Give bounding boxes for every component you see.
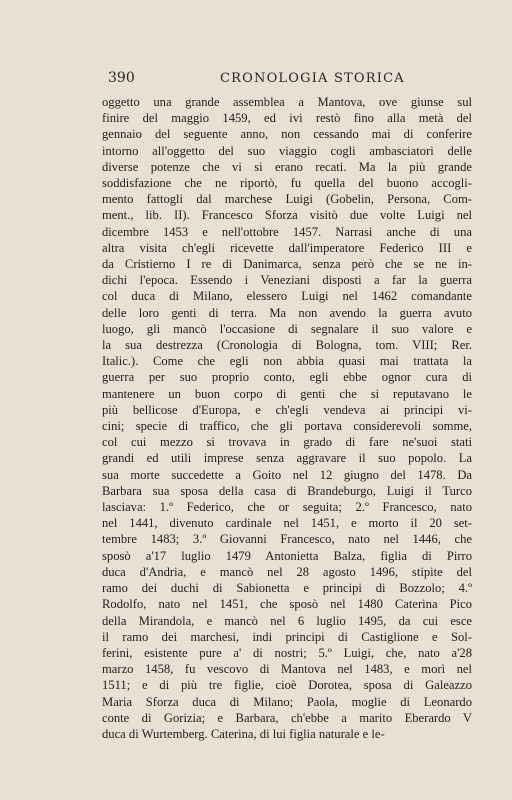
text-line: cini; specie di traffico, che gli portava considerevoli somme, bbox=[102, 419, 472, 434]
text-line: duca di Wurtemberg. Caterina, di lui figlia naturale e le- bbox=[102, 726, 385, 741]
text-line: tembre 1483; 3.º Giovanni Francesco, nato nel 1446, che bbox=[102, 532, 472, 547]
text-line: Maria Sforza duca di Milano; Paola, moglie di Leonardo bbox=[102, 694, 472, 709]
text-line: finire del maggio 1459, ed ivi restò fino alla metà del bbox=[102, 111, 472, 126]
page-number: 390 bbox=[108, 70, 135, 86]
text-line: marzo 1458, fu vescovo di Mantova nel 1483, e morì nel bbox=[102, 662, 472, 677]
text-line: conte di Gorizia; e Barbara, ch'ebbe a marito Eberardo V bbox=[102, 710, 472, 725]
text-line: dichi l'epoca. Essendo i Veneziani disposti a far la guerra bbox=[102, 273, 472, 288]
text-line: ferini, esistente pure a' di nostri; 5.º Luigi, che, nato a'28 bbox=[102, 645, 472, 660]
text-line: più bellicose d'Europa, e ch'egli vendeva ai principi vi- bbox=[102, 402, 472, 417]
text-line: grandi ed utili imprese senza aggravare il suo popolo. La bbox=[102, 451, 472, 466]
text-line: luogo, gli mancò l'occasione di segnalare il suo valore e bbox=[102, 321, 472, 336]
text-line: soddisfazione che ne riportò, fu quella del buono accogli- bbox=[102, 176, 472, 191]
body-text bbox=[102, 94, 472, 742]
running-title: CRONOLOGIA STORICA bbox=[220, 71, 405, 86]
text-line: dicembre 1453 e nell'ottobre 1457. Narrasi anche di una bbox=[102, 224, 472, 239]
text-line: lasciava: 1.º Federico, che or seguita; 2.º Francesco, nato bbox=[102, 500, 472, 515]
text-line: diverse potenze che vi si erano recati. Ma la più grande bbox=[102, 159, 472, 174]
text-line: della Mirandola, e mancò nel 6 luglio 1495, da cui esce bbox=[102, 613, 472, 628]
text-line: sua morte succedette a Goito nel 12 giugno del 1478. Da bbox=[102, 467, 472, 482]
text-line: gennaio del seguente anno, non cessando mai di conferire bbox=[102, 127, 472, 142]
text-line: Barbara sua sposa della casa di Brandeburgo, Luigi il Turco bbox=[102, 483, 472, 498]
text-line: nel 1441, divenuto cardinale nel 1451, e morto il 20 set- bbox=[102, 516, 472, 531]
page-header bbox=[108, 70, 468, 90]
text-line: oggetto una grande assemblea a Mantova, ove giunse sul bbox=[102, 95, 472, 109]
text-line: col duca di Milano, elessero Luigi nel 1462 comandante bbox=[102, 289, 472, 304]
text-line: guerra per suo proprio conto, egli ebbe ognor cura di bbox=[102, 370, 472, 385]
text-line: ramo dei duchi di Sabionetta e principi di Bozzolo; 4.º bbox=[102, 581, 472, 596]
text-line: mantenere un buon corpo di genti che si reputavano le bbox=[102, 386, 472, 401]
text-line: 1511; e di più tre figlie, cioè Dorotea, sposa di Galeazzo bbox=[102, 678, 472, 693]
text-line: duca d'Andria, e mancò nel 28 agosto 1496, stipite del bbox=[102, 564, 472, 579]
text-line: ment., lib. II). Francesco Sforza visitò due volte Luigi nel bbox=[102, 208, 472, 223]
text-line: Rodolfo, nato nel 1451, che sposò nel 1480 Caterina Pico bbox=[102, 597, 472, 612]
text-line: sposò a'17 luglio 1479 Antonietta Balza, figlia di Pirro bbox=[102, 548, 472, 563]
text-line: Italic.). Come che egli non abbia quasi mai trattata la bbox=[102, 354, 472, 369]
text-line: mento fattogli dal marchese Luigi (Gobelin, Persona, Com- bbox=[102, 192, 472, 207]
text-line: la sua destrezza (Cronologia di Bologna, tom. VIII; Rer. bbox=[102, 338, 472, 353]
text-line: delle loro genti di terra. Ma non avendo la guerra avuto bbox=[102, 305, 472, 320]
text-line: il ramo dei marchesi, indi principi di Castiglione e Sol- bbox=[102, 629, 472, 644]
text-line: intorno all'oggetto del suo viaggio cogli ambasciatori delle bbox=[102, 143, 472, 158]
text-line: altra visita ch'egli ricevette dall'imperatore Federico III e bbox=[102, 240, 472, 255]
text-line: col cui mezzo si trovava in grado di fare ne'suoi stati bbox=[102, 435, 472, 450]
text-line: da Cristierno I re di Danimarca, senza però che se ne in- bbox=[102, 257, 472, 272]
